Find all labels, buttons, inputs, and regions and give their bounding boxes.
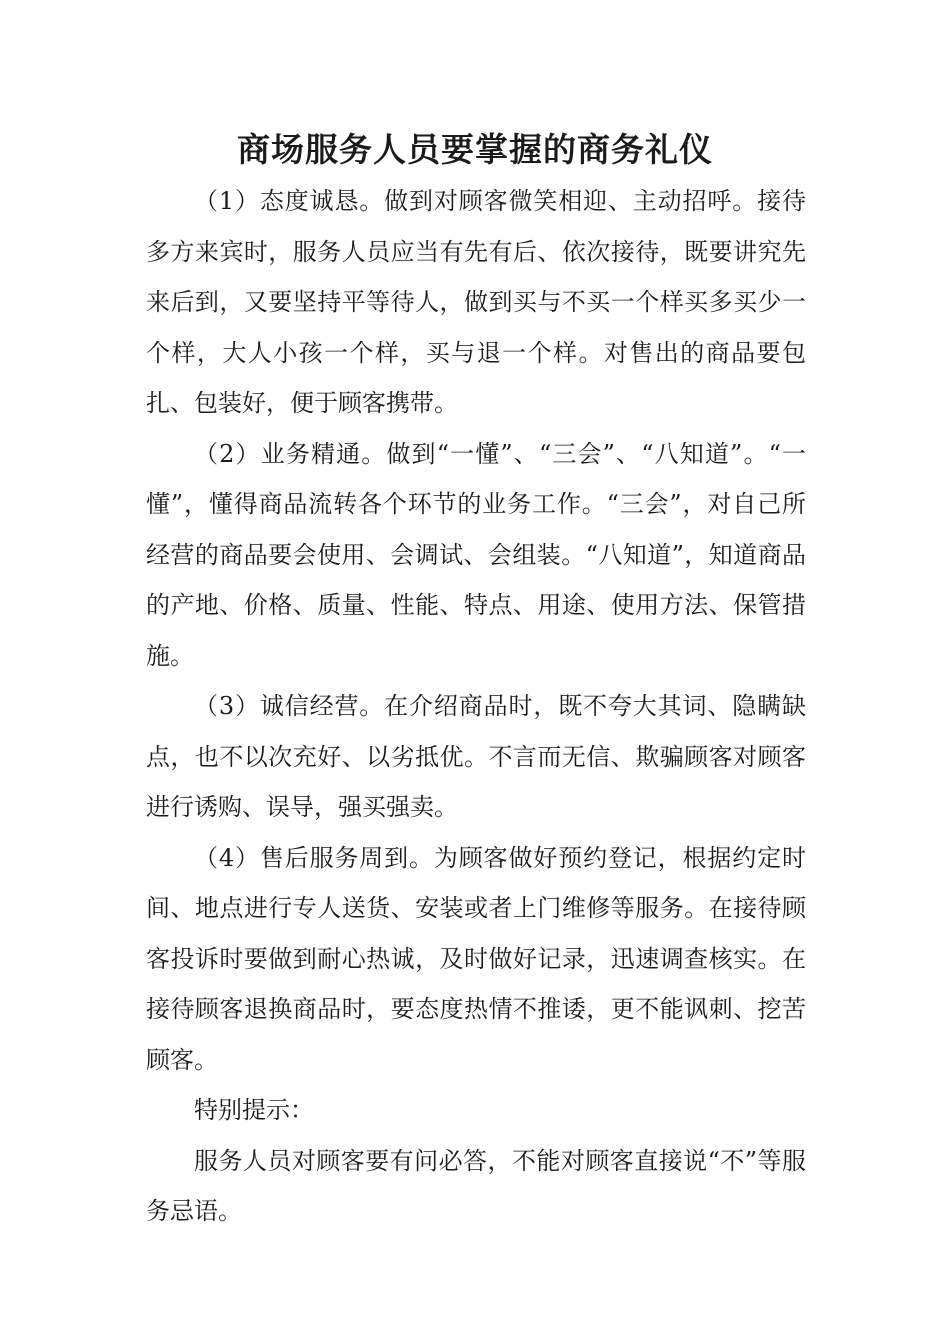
paragraph-attitude: （1）态度诚恳。做到对顾客微笑相迎、主动招呼。接待多方来宾时，服务人员应当有先有后、依次接待，既要讲究先来后到，又要坚持平等待人，做到买与不买一个样买多买少一个样，大人小孩一个样，买与退一个样。对售出的商品要包扎、包装好，便于顾客携带。 [146, 187, 806, 417]
paragraph-after-sales: （4）售后服务周到。为顾客做好预约登记，根据约定时间、地点进行专人送货、安装或者上门维修等服务。在接待顾客投诉时要做到耐心热诚，及时做好记录，迅速调查核实。在接待顾客退换商品时，要态度热情不推诿，更不能讽刺、挖苦顾客。 [146, 843, 806, 1074]
paragraph-expertise: （2）业务精通。做到“一懂”、“三会”、“八知道”。“一懂”，懂得商品流转各个环节的业务工作。“三会”，对自己所经营的商品要会使用、会调试、会组装。“八知道”，知道商品的产地、价格、质量、性能、特点、用途、使用方法、保管措施。 [146, 439, 806, 670]
document-title: 商场服务人员要掌握的商务礼仪 [237, 130, 713, 169]
notice-text: 服务人员对顾客要有问必答，不能对顾客直接说“不”等服务忌语。 [146, 1146, 806, 1225]
document-body [146, 176, 806, 1237]
paragraph-integrity: （3）诚信经营。在介绍商品时，既不夸大其词、隐瞒缺点，也不以次充好、以劣抵优。不言而无信、欺骗顾客对顾客进行诱购、误导，强买强卖。 [146, 692, 806, 821]
notice-heading: 特别提示： [194, 1096, 314, 1124]
